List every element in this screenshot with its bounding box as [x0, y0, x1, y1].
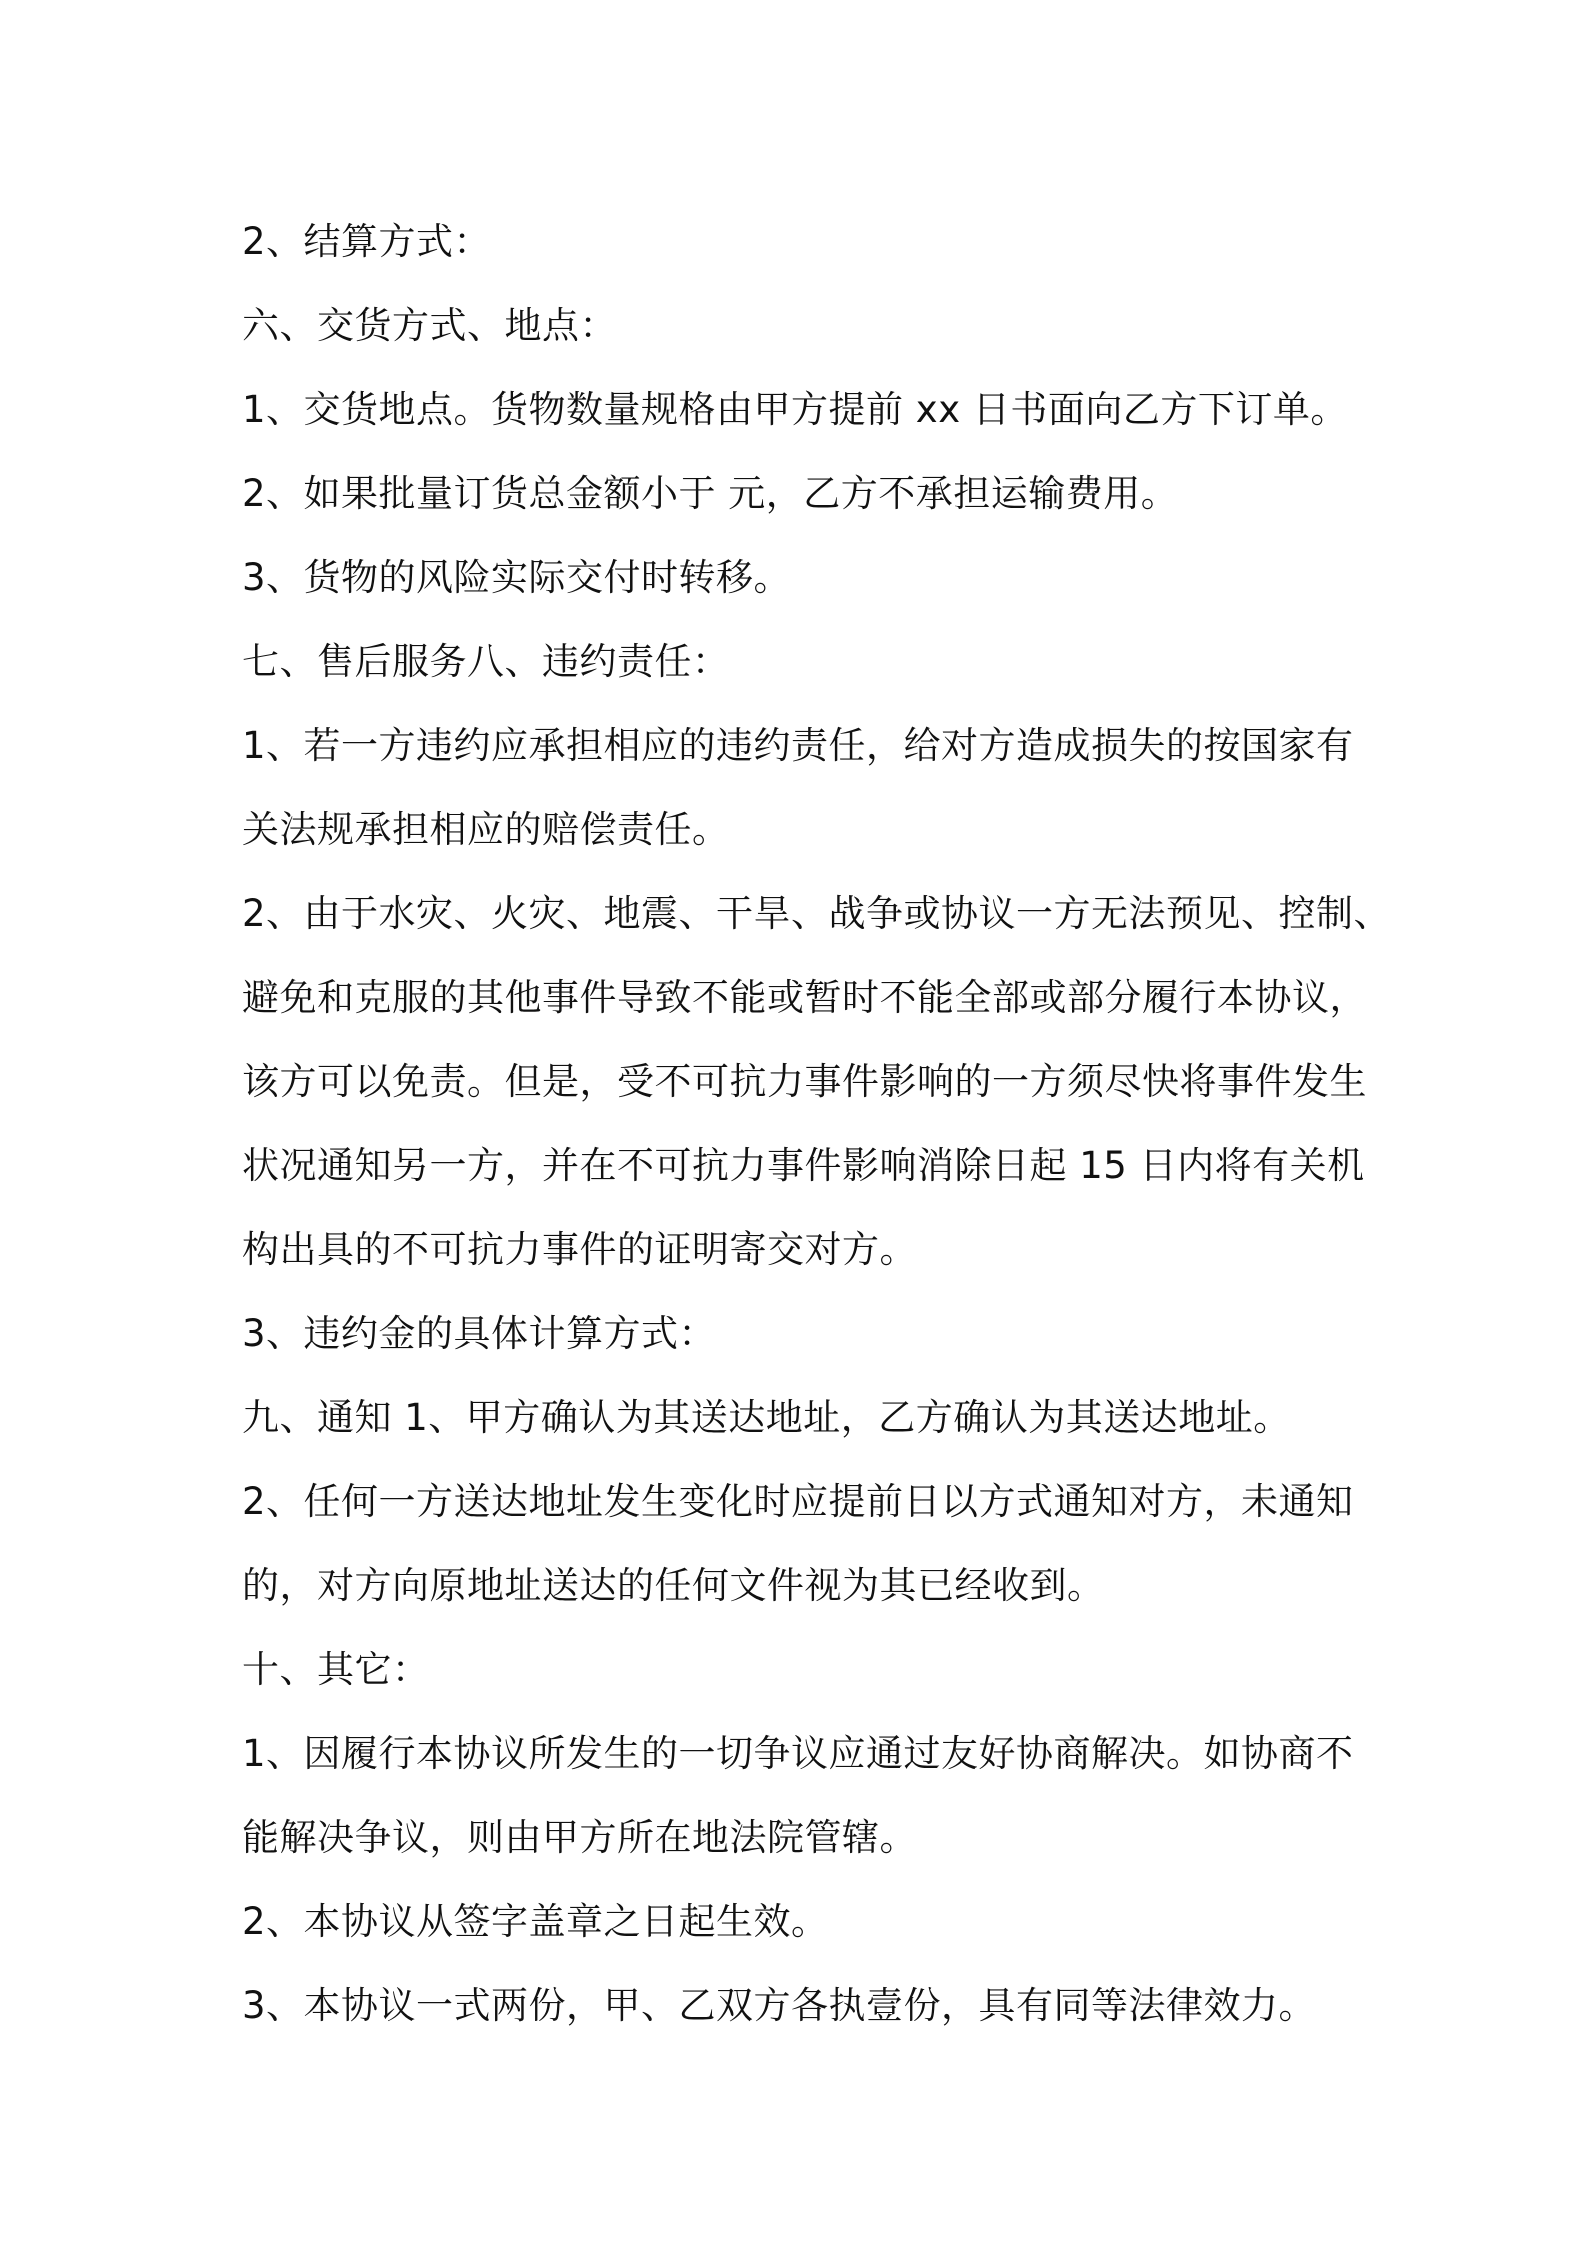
text-line: 2、本协议从签字盖章之日起生效。 [242, 1900, 829, 1943]
text-line: 关法规承担相应的赔偿责任。 [242, 808, 730, 851]
text-line: 2、由于水灾、火灾、地震、干旱、战争或协议一方无法预见、控制、 [242, 892, 1392, 935]
text-line: 的，对方向原地址送达的任何文件视为其已经收到。 [242, 1564, 1105, 1607]
section-heading: 六、交货方式、地点： [242, 304, 617, 347]
text-line: 3、货物的风险实际交付时转移。 [242, 556, 792, 599]
text-line: 3、违约金的具体计算方式： [242, 1312, 717, 1355]
text-line: 1、交货地点。货物数量规格由甲方提前 xx 日书面向乙方下订单。 [242, 388, 1348, 431]
text-line: 该方可以免责。但是，受不可抗力事件影响的一方须尽快将事件发生 [242, 1060, 1367, 1103]
text-line: 构出具的不可抗力事件的证明寄交对方。 [242, 1228, 917, 1271]
document-body [242, 200, 1392, 2048]
text-line: 2、如果批量订货总金额小于 元，乙方不承担运输费用。 [242, 472, 1179, 515]
text-line: 2、任何一方送达地址发生变化时应提前日以方式通知对方，未通知 [242, 1480, 1354, 1523]
text-line: 避免和克服的其他事件导致不能或暂时不能全部或部分履行本协议， [242, 976, 1367, 1019]
text-line: 1、因履行本协议所发生的一切争议应通过友好协商解决。如协商不 [242, 1732, 1354, 1775]
text-line: 1、若一方违约应承担相应的违约责任，给对方造成损失的按国家有 [242, 724, 1354, 767]
text-line: 3、本协议一式两份，甲、乙双方各执壹份，具有同等法律效力。 [242, 1984, 1317, 2027]
section-heading: 十、其它： [242, 1648, 430, 1691]
text-line: 状况通知另一方，并在不可抗力事件影响消除日起 15 日内将有关机 [242, 1144, 1365, 1187]
text-line: 能解决争议，则由甲方所在地法院管辖。 [242, 1816, 917, 1859]
section-heading: 九、通知 1、甲方确认为其送达地址，乙方确认为其送达地址。 [242, 1396, 1291, 1439]
text-line: 2、结算方式： [242, 220, 492, 263]
section-heading: 七、售后服务八、违约责任： [242, 640, 730, 683]
